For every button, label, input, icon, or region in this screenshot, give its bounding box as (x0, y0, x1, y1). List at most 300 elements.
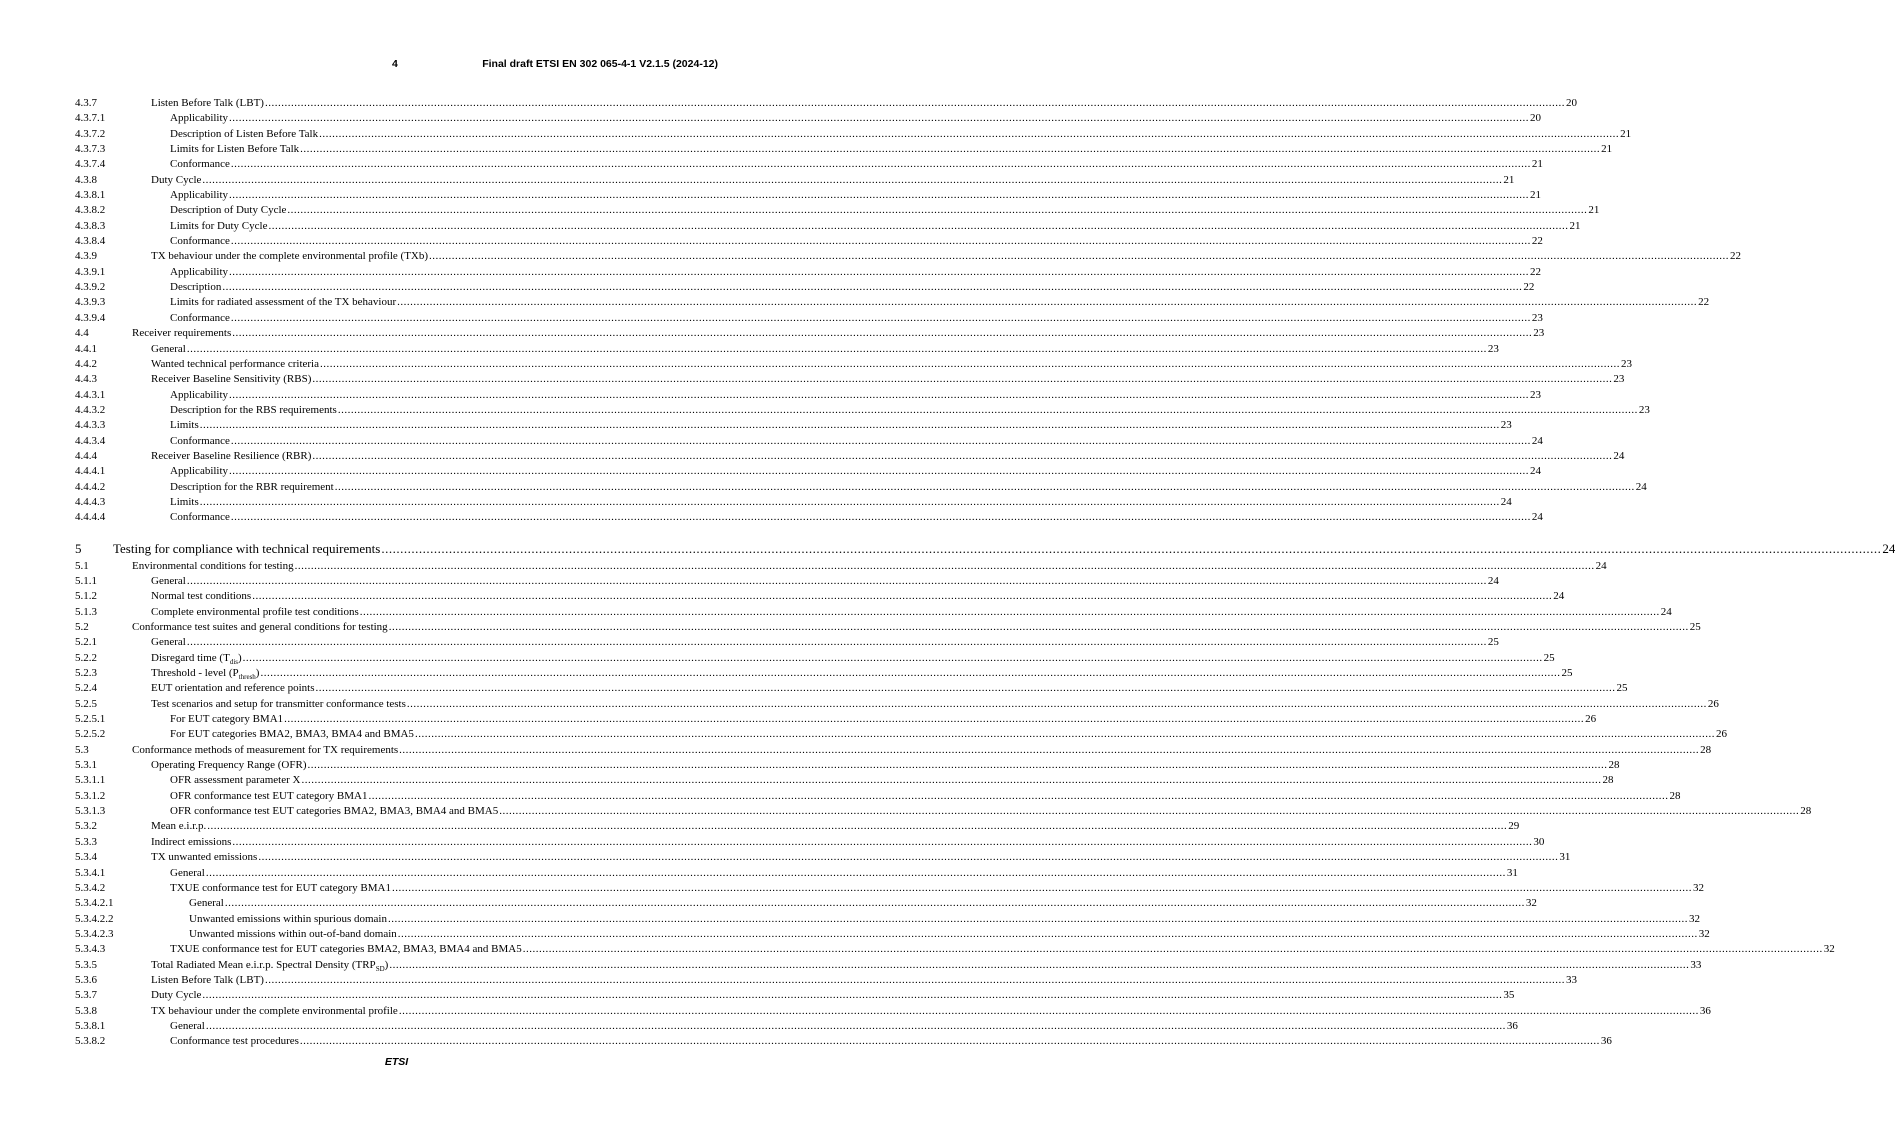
toc-entry[interactable] (75, 157, 1543, 172)
toc-entry-page: 26 (1584, 712, 1596, 727)
toc-dot-leader: ................................................................................................................................................................................................................................................................................................................................................................................................................ (522, 943, 1823, 956)
toc-entry[interactable] (75, 434, 1543, 449)
toc-dot-leader: ................................................................................................................................................................................................................................................................................................................................................................................................................ (199, 419, 1500, 432)
toc-entry-number: 5.3.5 (75, 958, 97, 971)
toc-entry-page: 23 (1532, 326, 1544, 341)
toc-entry-title: General (170, 1019, 206, 1034)
toc-entry-title: Disregard time $(T_{dis})$ (151, 651, 242, 666)
toc-dot-leader: ................................................................................................................................................................................................................................................................................................................................................................................................................ (230, 158, 1531, 171)
toc-entry-title: Conformance (170, 311, 231, 326)
toc-entry-title: Limits for Listen Before Talk (170, 142, 300, 157)
toc-dot-leader: ................................................................................................................................................................................................................................................................................................................................................................................................................ (406, 697, 1707, 710)
toc-entry[interactable] (75, 942, 1835, 957)
toc-entry[interactable] (75, 912, 1700, 927)
toc-entry-number: 4.4.2 (75, 357, 97, 370)
toc-entry-title: TX unwanted emissions (151, 850, 258, 865)
toc-dot-leader: ................................................................................................................................................................................................................................................................................................................................................................................................................ (397, 296, 1698, 309)
toc-entry-number: 4.3.8.2 (75, 204, 106, 217)
toc-entry-title: Limits (170, 418, 200, 433)
toc-entry-page: 36 (1699, 1004, 1711, 1019)
toc-entry-page: 23 (1638, 403, 1650, 418)
toc-dot-leader: ................................................................................................................................................................................................................................................................................................................................................................................................................ (307, 759, 1608, 772)
toc-entry-title: Test scenarios and setup for transmitter conformance tests (151, 697, 407, 712)
toc-entry-page: 22 (1531, 234, 1543, 249)
toc-entry-page: 21 (1531, 157, 1543, 172)
toc-entry-page: 28 (1668, 789, 1680, 804)
toc-entry[interactable] (75, 589, 1565, 604)
toc-entry[interactable] (75, 127, 1632, 142)
toc-entry-number: 5.3.4 (75, 851, 97, 864)
toc-dot-leader: ................................................................................................................................................................................................................................................................................................................................................................................................................ (205, 1019, 1506, 1032)
toc-entry-title: Applicability (170, 388, 229, 403)
toc-entry-page: 25 (1487, 635, 1499, 650)
footer-etsi: ETSI (384, 1056, 409, 1068)
toc-entry[interactable] (75, 681, 1628, 696)
toc-dot-leader: ................................................................................................................................................................................................................................................................................................................................................................................................................ (381, 540, 1882, 556)
toc-dot-leader: ................................................................................................................................................................................................................................................................................................................................................................................................................ (399, 743, 1700, 756)
toc-dot-leader: ................................................................................................................................................................................................................................................................................................................................................................................................................ (205, 866, 1506, 879)
toc-entry[interactable] (75, 666, 1573, 682)
toc-entry-title: Conformance methods of measurement for TX requirements (132, 743, 399, 758)
toc-entry[interactable] (75, 651, 1555, 666)
toc-entry-page: 24 (1500, 495, 1512, 510)
toc-entry-page: 24 (1660, 605, 1672, 620)
toc-entry-number: 5.3.3 (75, 835, 97, 848)
toc-entry[interactable] (75, 1019, 1518, 1034)
toc-entry-page: 24 (1529, 464, 1541, 479)
toc-entry-title: Conformance (170, 157, 231, 172)
toc-entry-title: General (151, 635, 187, 650)
toc-entry-number: 4.4.3.3 (75, 419, 106, 432)
toc-entry-title: General (170, 866, 206, 881)
toc-entry[interactable] (75, 835, 1545, 850)
toc-entry[interactable] (75, 495, 1512, 510)
toc-entry[interactable] (75, 866, 1518, 881)
toc-entry-page: 29 (1507, 819, 1519, 834)
toc-dot-leader: ................................................................................................................................................................................................................................................................................................................................................................................................................ (300, 143, 1601, 156)
toc-entry[interactable] (75, 219, 1581, 234)
toc-entry-number: 5.3.4.2.1 (75, 897, 114, 910)
toc-entry-number: 4.3.8 (75, 173, 97, 186)
toc-dot-leader: ................................................................................................................................................................................................................................................................................................................................................................................................................ (222, 281, 1523, 294)
page-number: 4 (392, 58, 398, 70)
toc-entry[interactable] (75, 635, 1499, 650)
toc-entry-page: 32 (1692, 881, 1704, 896)
toc-entry[interactable] (75, 326, 1545, 341)
toc-entry-number: 5.1.1 (75, 574, 97, 587)
toc-entry[interactable] (75, 372, 1625, 387)
toc-entry-number: 5.2.5 (75, 697, 97, 710)
toc-entry-page: 21 (1568, 219, 1580, 234)
toc-entry[interactable] (75, 311, 1543, 326)
toc-entry-number: 5.2.2 (75, 651, 97, 664)
toc-entry[interactable] (75, 464, 1542, 479)
toc-entry-title: Threshold - level $(P_{thresh})$ (151, 667, 260, 682)
toc-entry[interactable] (75, 819, 1520, 834)
toc-entry-page: 28 (1608, 758, 1620, 773)
toc-entry-title: Description of Listen Before Talk (170, 127, 319, 142)
toc-entry[interactable] (75, 96, 1577, 111)
toc-dot-leader: ................................................................................................................................................................................................................................................................................................................................................................................................................ (301, 774, 1602, 787)
toc-entry-page: 23 (1529, 388, 1541, 403)
toc-dot-leader: ................................................................................................................................................................................................................................................................................................................................................................................................................ (230, 311, 1531, 324)
toc-entry-title: Description for the RBS requirements (170, 403, 338, 418)
toc-entry[interactable] (75, 234, 1543, 249)
toc-entry-title: Duty Cycle (151, 988, 202, 1003)
toc-dot-leader: ................................................................................................................................................................................................................................................................................................................................................................................................................ (232, 835, 1533, 848)
toc-entry-page: 23 (1500, 418, 1512, 433)
toc-entry-number: 5.3.4.3 (75, 943, 106, 956)
toc-entry-number: 5.1 (75, 559, 89, 572)
toc-entry-page: 25 (1689, 620, 1701, 635)
toc-entry-page: 24 (1635, 480, 1647, 495)
toc-entry-page: 24 (1531, 434, 1543, 449)
toc-entry-number: 4.3.8.1 (75, 189, 106, 202)
toc-entry-number: 4.3.7.1 (75, 112, 106, 125)
toc-entry[interactable] (75, 927, 1710, 942)
toc-entry-page: 36 (1600, 1034, 1612, 1049)
toc-entry-page: 21 (1529, 188, 1541, 203)
toc-entry-number: 5.3.4.2 (75, 881, 106, 894)
toc-entry[interactable] (75, 111, 1542, 126)
toc-entry-page: 33 (1689, 958, 1701, 973)
toc-dot-leader: ................................................................................................................................................................................................................................................................................................................................................................................................................ (320, 357, 1620, 370)
toc-entry-number: 4.4.3 (75, 373, 97, 386)
toc-entry-title: General (151, 342, 187, 357)
toc-entry[interactable] (75, 142, 1613, 157)
toc-entry-title: Conformance test procedures (170, 1034, 300, 1049)
toc-entry-page: 25 (1616, 681, 1628, 696)
toc-entry[interactable] (75, 480, 1647, 495)
toc-entry-title: Normal test conditions (151, 589, 252, 604)
toc-dot-leader: ................................................................................................................................................................................................................................................................................................................................................................................................................ (264, 973, 1565, 986)
toc-entry-number: 4.3.9.1 (75, 265, 106, 278)
toc-entry[interactable] (75, 1004, 1711, 1019)
toc-dot-leader: ................................................................................................................................................................................................................................................................................................................................................................................................................ (202, 989, 1503, 1002)
toc-dot-leader: ................................................................................................................................................................................................................................................................................................................................................................................................................ (242, 651, 1543, 664)
toc-entry-page: 26 (1707, 697, 1719, 712)
toc-dot-leader: ................................................................................................................................................................................................................................................................................................................................................................................................................ (312, 449, 1613, 462)
toc-entry-title: General (151, 574, 187, 589)
toc-entry-title: Receiver Baseline Resilience (RBR) (151, 449, 312, 464)
toc-dot-leader: ................................................................................................................................................................................................................................................................................................................................................................................................................ (229, 388, 1530, 401)
toc-entry-number: 5.2 (75, 621, 89, 633)
toc-entry-page: 24 (1531, 510, 1543, 525)
toc-entry-number: 4.4 (75, 327, 89, 340)
toc-entry[interactable] (75, 418, 1512, 433)
toc-entry-title: Unwanted emissions within spurious domain (189, 912, 388, 927)
toc-entry[interactable] (75, 342, 1499, 357)
toc-entry-title: Conformance test suites and general conditions for testing (132, 620, 389, 635)
toc-entry-title: Receiver Baseline Sensitivity (RBS) (151, 372, 312, 387)
toc-dot-leader: ................................................................................................................................................................................................................................................................................................................................................................................................................ (186, 636, 1487, 649)
toc-entry-number: 5.1.3 (75, 605, 97, 618)
toc-entry-page: 24 (1552, 589, 1564, 604)
toc-entry-page: 23 (1620, 357, 1632, 372)
toc-dot-leader: ................................................................................................................................................................................................................................................................................................................................................................................................................ (414, 728, 1715, 741)
toc-entry-number: 4.3.8.4 (75, 235, 106, 248)
toc-dot-leader: ................................................................................................................................................................................................................................................................................................................................................................................................................ (397, 927, 1698, 940)
toc-dot-leader: ................................................................................................................................................................................................................................................................................................................................................................................................................ (315, 682, 1616, 695)
toc-entry-title: Testing for compliance with technical requirements (113, 539, 381, 559)
toc-entry-page: 21 (1600, 142, 1612, 157)
toc-entry[interactable] (75, 697, 1719, 712)
toc-entry[interactable] (75, 758, 1620, 773)
toc-entry-page: 30 (1532, 835, 1544, 850)
toc-dot-leader: ................................................................................................................................................................................................................................................................................................................................................................................................................ (230, 235, 1531, 248)
toc-entry[interactable] (75, 280, 1535, 295)
toc-entry-number: 4.4.4.4 (75, 511, 106, 524)
toc-entry-number: 5.3.1.1 (75, 774, 106, 787)
toc-entry-page: 21 (1587, 203, 1599, 218)
toc-entry-page: 32 (1525, 896, 1537, 911)
toc-entry-title: Description for the RBR requirement (170, 480, 335, 495)
toc-entry-page: 23 (1487, 342, 1499, 357)
toc-dot-leader: ................................................................................................................................................................................................................................................................................................................................................................................................................ (359, 605, 1660, 618)
toc-entry[interactable] (75, 510, 1543, 525)
toc-entry-number: 4.3.8.3 (75, 219, 106, 232)
toc-entry-number: 4.4.4 (75, 449, 97, 462)
toc-entry-title: For EUT categories BMA2, BMA3, BMA4 and BMA5 (170, 727, 415, 742)
toc-entry-number: 4.3.9.4 (75, 311, 106, 324)
toc-entry-page: 25 (1560, 666, 1572, 681)
toc-entry-title: TXUE conformance test for EUT categories BMA2, BMA3, BMA4 and BMA5 (170, 942, 523, 957)
toc-entry-number: 5.3.2 (75, 820, 97, 833)
toc-entry[interactable] (75, 403, 1650, 418)
toc-dot-leader: ................................................................................................................................................................................................................................................................................................................................................................................................................ (229, 265, 1530, 278)
toc-dot-leader: ................................................................................................................................................................................................................................................................................................................................................................................................................ (299, 1035, 1600, 1048)
toc-entry-page: 32 (1823, 942, 1835, 957)
toc-dot-leader: ................................................................................................................................................................................................................................................................................................................................................................................................................ (229, 112, 1530, 125)
toc-dot-leader: ................................................................................................................................................................................................................................................................................................................................................................................................................ (252, 590, 1553, 603)
toc-entry-number: 5.3 (75, 743, 89, 756)
toc-entry-page: 24 (1881, 539, 1895, 559)
toc-entry-number: 4.4.3.1 (75, 388, 106, 401)
toc-entry-title: Listen Before Talk (LBT) (151, 96, 265, 111)
toc-entry-number: 5.2.1 (75, 636, 97, 649)
toc-entry-number: 4.3.9 (75, 250, 97, 263)
toc-entry[interactable] (75, 850, 1571, 865)
toc-entry-title: Mean e.i.r.p. (151, 819, 207, 834)
toc-entry-number: 5.3.8.1 (75, 1019, 106, 1032)
toc-entry-number: 4.3.9.3 (75, 296, 106, 309)
toc-dot-leader: ................................................................................................................................................................................................................................................................................................................................................................................................................ (319, 127, 1620, 140)
toc-entry-page: 28 (1601, 773, 1613, 788)
toc-entry[interactable] (75, 203, 1600, 218)
toc-entry-page: 21 (1502, 173, 1514, 188)
toc-entry[interactable] (75, 388, 1542, 403)
toc-entry[interactable] (75, 712, 1597, 727)
toc-entry-title: Description (170, 280, 222, 295)
toc-entry-number: 5 (75, 540, 82, 556)
toc-entry[interactable] (75, 357, 1632, 372)
toc-dot-leader: ................................................................................................................................................................................................................................................................................................................................................................................................................ (207, 820, 1508, 833)
toc-entry-title: TX behaviour under the complete environmental profile (TXb) (151, 249, 429, 264)
toc-entry-page: 31 (1506, 866, 1518, 881)
toc-entry-title: Applicability (170, 111, 229, 126)
toc-entry-title: OFR assessment parameter X (170, 773, 301, 788)
toc-entry[interactable] (75, 958, 1702, 973)
toc-dot-leader: ................................................................................................................................................................................................................................................................................................................................................................................................................ (229, 465, 1530, 478)
toc-dot-leader: ................................................................................................................................................................................................................................................................................................................................................................................................................ (264, 97, 1565, 109)
toc-entry-number: 5.2.4 (75, 682, 97, 695)
toc-entry[interactable] (75, 249, 1742, 264)
toc-entry-title: OFR conformance test EUT category BMA1 (170, 789, 368, 804)
toc-entry-page: 22 (1529, 265, 1541, 280)
toc-entry-page: 32 (1688, 912, 1700, 927)
toc-entry[interactable] (75, 743, 1712, 758)
toc-entry-page: 26 (1715, 727, 1727, 742)
toc-entry-title: General (189, 896, 225, 911)
toc-entry-number: 5.3.1.3 (75, 805, 106, 818)
toc-entry[interactable] (75, 727, 1727, 742)
toc-entry-number: 4.3.9.2 (75, 281, 106, 294)
toc-entry-page: 22 (1729, 249, 1741, 264)
toc-entry-title: For EUT category BMA1 (170, 712, 284, 727)
toc-entry-title: Applicability (170, 188, 229, 203)
toc-dot-leader: ................................................................................................................................................................................................................................................................................................................................................................................................................ (186, 574, 1487, 587)
toc-entry-title: Total Radiated Mean e.i.r.p. Spectral Density $(TRP_{SD})$ (151, 958, 389, 973)
toc-dot-leader: ................................................................................................................................................................................................................................................................................................................................................................................................................ (230, 434, 1531, 447)
toc-entry-number: 5.3.6 (75, 973, 97, 986)
toc-dot-leader: ................................................................................................................................................................................................................................................................................................................................................................................................................ (391, 881, 1692, 894)
toc-entry-page: 21 (1619, 127, 1631, 142)
toc-entry-title: Receiver requirements (132, 326, 232, 341)
toc-dot-leader: ................................................................................................................................................................................................................................................................................................................................................................................................................ (230, 511, 1531, 524)
toc-entry-page: 33 (1565, 973, 1577, 988)
toc-entry[interactable] (75, 188, 1542, 203)
toc-dot-leader: ................................................................................................................................................................................................................................................................................................................................................................................................................ (186, 342, 1487, 355)
toc-dot-leader: ................................................................................................................................................................................................................................................................................................................................................................................................................ (312, 373, 1613, 386)
toc-entry-number: 4.3.7.2 (75, 127, 106, 140)
toc-entry-title: Limits for Duty Cycle (170, 219, 268, 234)
toc-entry-number: 4.4.3.2 (75, 403, 106, 416)
toc-entry-number: 5.3.8 (75, 1004, 97, 1017)
toc-dot-leader: ................................................................................................................................................................................................................................................................................................................................................................................................................ (499, 805, 1800, 818)
toc-entry[interactable] (75, 173, 1515, 188)
toc-entry-page: 22 (1697, 295, 1709, 310)
toc-entry-title: Applicability (170, 464, 229, 479)
toc-entry-page: 22 (1522, 280, 1534, 295)
toc-entry-page: 35 (1502, 988, 1514, 1003)
toc-entry-page: 20 (1529, 111, 1541, 126)
toc-entry-number: 4.3.7 (75, 97, 97, 109)
toc-dot-leader: ................................................................................................................................................................................................................................................................................................................................................................................................................ (284, 713, 1585, 726)
toc-entry-title: Applicability (170, 265, 229, 280)
toc-entry-title: Listen Before Talk (LBT) (151, 973, 265, 988)
toc-entry[interactable] (75, 449, 1625, 464)
toc-entry-number: 5.2.5.2 (75, 728, 106, 741)
toc-dot-leader: ................................................................................................................................................................................................................................................................................................................................................................................................................ (368, 789, 1669, 802)
toc-entry-number: 4.3.7.4 (75, 158, 106, 171)
toc-entry[interactable] (75, 605, 1672, 620)
table-of-contents (75, 96, 1895, 1050)
toc-entry[interactable] (75, 574, 1499, 589)
toc-entry-title: Complete environmental profile test conditions (151, 605, 360, 620)
toc-entry[interactable] (75, 539, 1895, 559)
toc-entry-title: Wanted technical performance criteria (151, 357, 320, 372)
toc-entry-page: 32 (1698, 927, 1710, 942)
toc-dot-leader: ................................................................................................................................................................................................................................................................................................................................................................................................................ (389, 958, 1690, 971)
toc-entry-number: 5.3.7 (75, 989, 97, 1002)
toc-entry-number: 4.4.4.2 (75, 480, 106, 493)
toc-dot-leader: ................................................................................................................................................................................................................................................................................................................................................................................................................ (287, 204, 1588, 217)
toc-entry[interactable] (75, 804, 1812, 819)
toc-dot-leader: ................................................................................................................................................................................................................................................................................................................................................................................................................ (224, 897, 1525, 910)
toc-entry-page: 28 (1799, 804, 1811, 819)
toc-dot-leader: ................................................................................................................................................................................................................................................................................................................................................................................................................ (202, 173, 1503, 186)
toc-dot-leader: ................................................................................................................................................................................................................................................................................................................................................................................................................ (337, 403, 1638, 416)
toc-entry-title: Conformance (170, 234, 231, 249)
toc-entry-title: Conformance (170, 434, 231, 449)
toc-entry-title: OFR conformance test EUT categories BMA2, BMA3, BMA4 and BMA5 (170, 804, 499, 819)
toc-entry-title: Environmental conditions for testing (132, 559, 295, 574)
toc-entry-number: 5.3.4.2.3 (75, 927, 114, 940)
toc-dot-leader: ................................................................................................................................................................................................................................................................................................................................................................................................................ (334, 480, 1635, 493)
toc-entry[interactable] (75, 988, 1515, 1003)
toc-entry-page: 28 (1699, 743, 1711, 758)
toc-entry-page: 36 (1506, 1019, 1518, 1034)
toc-dot-leader: ................................................................................................................................................................................................................................................................................................................................................................................................................ (294, 559, 1595, 572)
toc-entry-title: Limits (170, 495, 200, 510)
toc-dot-leader: ................................................................................................................................................................................................................................................................................................................................................................................................................ (398, 1004, 1699, 1017)
toc-entry-number: 5.3.1.2 (75, 789, 106, 802)
toc-entry[interactable] (75, 973, 1577, 988)
toc-dot-leader: ................................................................................................................................................................................................................................................................................................................................................................................................................ (388, 912, 1688, 925)
toc-entry[interactable] (75, 789, 1681, 804)
toc-entry[interactable] (75, 265, 1542, 280)
toc-dot-leader: ................................................................................................................................................................................................................................................................................................................................................................................................................ (268, 219, 1569, 232)
toc-entry[interactable] (75, 1034, 1612, 1049)
toc-entry-number: 5.1.2 (75, 590, 97, 603)
toc-entry-page: 24 (1595, 559, 1607, 574)
toc-entry-number: 4.4.4.3 (75, 495, 106, 508)
toc-entry[interactable] (75, 773, 1614, 788)
toc-dot-leader: ................................................................................................................................................................................................................................................................................................................................................................................................................ (260, 667, 1561, 680)
toc-entry-number: 4.4.4.1 (75, 465, 106, 478)
toc-entry-title: Operating Frequency Range (OFR) (151, 758, 308, 773)
toc-entry[interactable] (75, 559, 1607, 574)
toc-entry-title: TX behaviour under the complete environmental profile (151, 1004, 399, 1019)
toc-entry-title: Unwanted missions within out-of-band domain (189, 927, 398, 942)
toc-entry-number: 5.2.3 (75, 667, 97, 680)
toc-dot-leader: ................................................................................................................................................................................................................................................................................................................................................................................................................ (229, 189, 1530, 202)
toc-entry-number: 4.3.7.3 (75, 143, 106, 156)
toc-entry-title: EUT orientation and reference points (151, 681, 316, 696)
toc-entry-page: 25 (1543, 651, 1555, 666)
toc-entry[interactable] (75, 881, 1704, 896)
toc-entry-number: 5.3.1 (75, 759, 97, 772)
toc-entry[interactable] (75, 896, 1537, 911)
toc-entry-title: Limits for radiated assessment of the TX behaviour (170, 295, 397, 310)
document-title: Final draft ETSI EN 302 065-4-1 V2.1.5 (2024-12) (482, 58, 718, 70)
toc-entry-number: 5.2.5.1 (75, 713, 106, 726)
toc-entry[interactable] (75, 295, 1710, 310)
toc-entry-title: Description of Duty Cycle (170, 203, 287, 218)
toc-dot-leader: ................................................................................................................................................................................................................................................................................................................................................................................................................ (199, 495, 1500, 508)
toc-entry-title: TXUE conformance test for EUT category BMA1 (170, 881, 392, 896)
toc-entry-title: Duty Cycle (151, 173, 202, 188)
toc-dot-leader: ................................................................................................................................................................................................................................................................................................................................................................................................................ (232, 327, 1533, 340)
toc-entry-number: 5.3.4.1 (75, 866, 106, 879)
toc-entry-title: Conformance (170, 510, 231, 525)
toc-entry-page: 24 (1487, 574, 1499, 589)
toc-entry-number: 4.4.3.4 (75, 434, 106, 447)
toc-entry-page: 20 (1565, 96, 1577, 111)
toc-entry-page: 31 (1558, 850, 1570, 865)
toc-entry-page: 23 (1531, 311, 1543, 326)
toc-entry[interactable] (75, 620, 1701, 635)
